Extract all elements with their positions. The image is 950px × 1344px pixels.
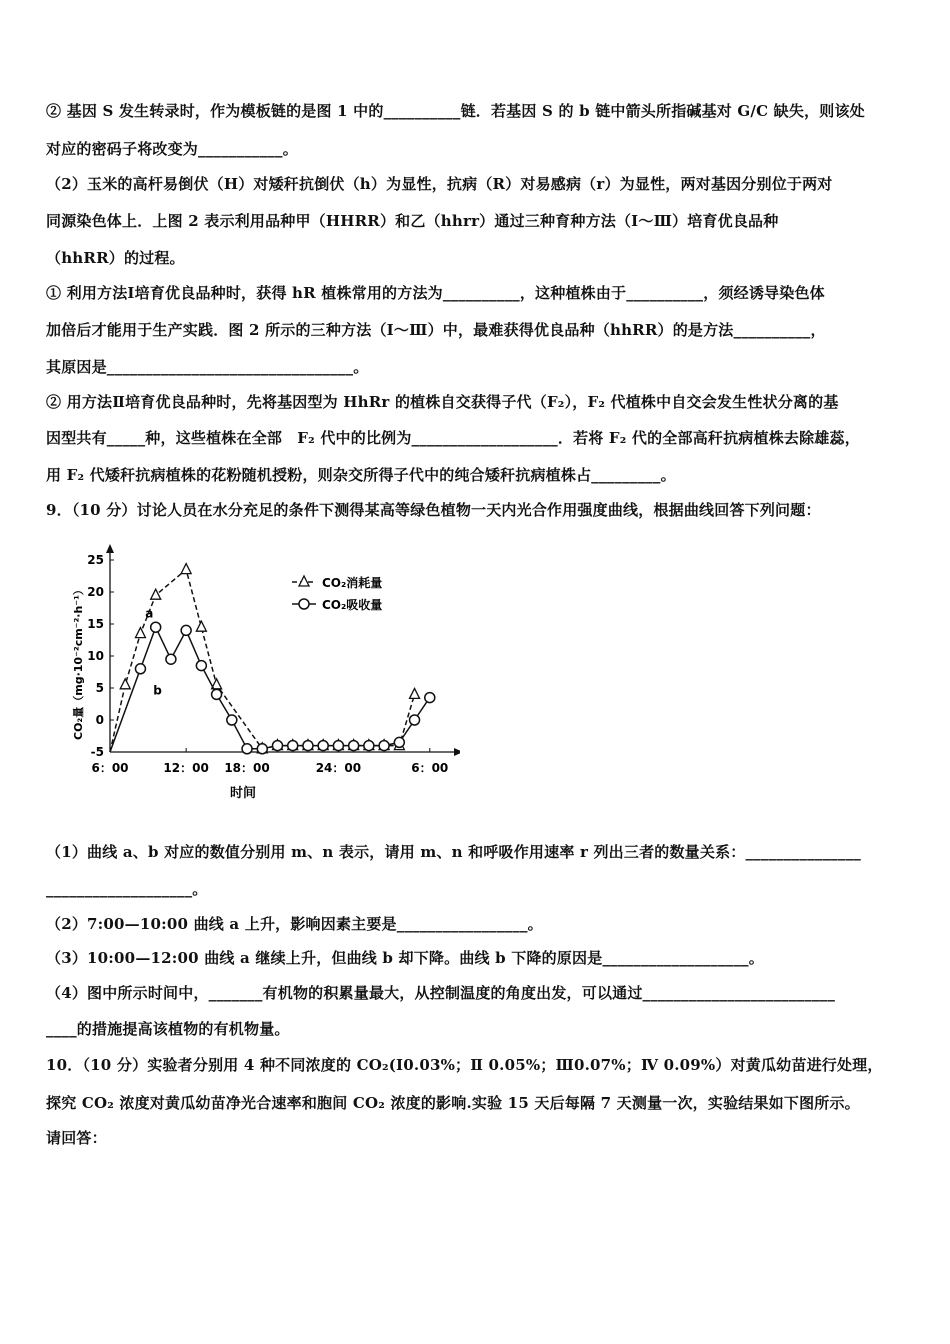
text-line: （3）10:00—12:00 曲线 a 继续上升，但曲线 b 却下降。曲线 b 下降的原因是___________________。 [46, 949, 764, 967]
x-tick-label: 12：00 [163, 761, 209, 775]
circle-marker [273, 741, 283, 751]
x-axis-label: 时间 [230, 786, 257, 801]
circle-marker [181, 625, 191, 635]
circle-marker [394, 737, 404, 747]
co2-chart [60, 540, 460, 810]
circle-marker [151, 622, 161, 632]
text-line: 其原因是________________________________。 [46, 358, 369, 376]
circle-marker [166, 654, 176, 664]
legend-label-b: CO₂吸收量 [322, 598, 383, 612]
triangle-marker [181, 564, 191, 574]
circle-marker [257, 744, 267, 754]
text-line: 用 F₂ 代矮秆抗病植株的花粉随机授粉，则杂交所得子代中的纯合矮秆抗病植株占_________。 [46, 466, 676, 484]
y-tick-label: -5 [90, 745, 104, 759]
question-9-stem: 9．（10 分）讨论人员在水分充足的条件下测得某高等绿色植物一天内光合作用强度曲线，根据曲线回答下列问题： [46, 501, 821, 519]
text-line: ② 用方法Ⅱ培育优良品种时，先将基因型为 HhRr 的植株自交获得子代（F₂），F₂ 代植株中自交会发生性状分离的基 [46, 393, 839, 411]
circle-marker [379, 741, 389, 751]
triangle-marker [196, 621, 206, 631]
y-axis-label: CO₂量（mg·10⁻²cm⁻²·h⁻¹） [72, 584, 85, 740]
curve-label-a: a [145, 606, 154, 621]
text-line: （4）图中所示时间中，_______有机物的积累量最大，从控制温度的角度出发，可以通过_________________________ [46, 984, 836, 1002]
text-line: （2）7:00—10:00 曲线 a 上升，影响因素主要是_________________。 [46, 915, 543, 933]
circle-marker [227, 715, 237, 725]
legend-circle-icon [299, 599, 309, 609]
triangle-marker [135, 628, 145, 638]
x-tick-label: 18：00 [224, 761, 270, 775]
text-line: 探究 CO₂ 浓度对黄瓜幼苗净光合速率和胞间 CO₂ 浓度的影响.实验 15 天后每隔 7 天测量一次，实验结果如下图所示。 [46, 1094, 860, 1112]
question-10-stem: 10．（10 分）实验者分别用 4 种不同浓度的 CO₂(Ⅰ0.03%；Ⅱ 0.05%；Ⅲ0.07%；Ⅳ 0.09%）对黄瓜幼苗进行处理， [46, 1056, 883, 1074]
triangle-marker [151, 589, 161, 599]
circle-marker [410, 715, 420, 725]
text-line: 因型共有_____种，这些植株在全部 F₂ 代中的比例为___________________．若将 F₂ 代的全部高秆抗病植株去除雄蕊， [46, 429, 860, 447]
circle-marker [333, 741, 343, 751]
y-axis-arrow [106, 544, 114, 553]
circle-marker [212, 689, 222, 699]
text-line: 对应的密码子将改变为___________。 [46, 140, 298, 158]
circle-marker [303, 741, 313, 751]
text-line: （hhRR）的过程。 [46, 249, 185, 267]
curve-label-b: b [153, 683, 162, 698]
chart-series [110, 564, 435, 754]
circle-marker [349, 741, 359, 751]
circle-marker [364, 741, 374, 751]
x-tick-label: 6：00 [411, 761, 449, 775]
x-tick-label: 24：00 [315, 761, 362, 775]
circle-marker [318, 741, 328, 751]
text-line: （2）玉米的高杆易倒伏（H）对矮秆抗倒伏（h）为显性，抗病（R）对易感病（r）为显性，两对基因分别位于两对 [46, 175, 833, 193]
triangle-marker [120, 679, 130, 689]
triangle-marker [410, 688, 420, 698]
circle-marker [135, 664, 145, 674]
y-tick-label: 5 [95, 681, 104, 695]
text-line: ____的措施提高该植物的有机物量。 [46, 1020, 290, 1038]
circle-marker [425, 693, 435, 703]
y-tick-label: 20 [87, 585, 104, 599]
chart-legend [292, 575, 382, 612]
chart-axes [106, 544, 460, 756]
circle-marker [196, 661, 206, 671]
text-line: （1）曲线 a、b 对应的数值分别用 m、n 表示，请用 m、n 和呼吸作用速率 r 列出三者的数量关系：_______________ [46, 843, 861, 861]
circle-marker [288, 741, 298, 751]
y-tick-label: 25 [87, 553, 104, 567]
circle-marker [242, 744, 252, 754]
y-tick-label: 15 [87, 617, 104, 631]
text-line: ① 利用方法Ⅰ培育优良品种时，获得 hR 植株常用的方法为__________，这种植株由于__________，须经诱导染色体 [46, 284, 825, 302]
legend-label-a: CO₂消耗量 [322, 576, 383, 590]
text-line: ___________________。 [46, 880, 208, 898]
y-tick-label: 0 [95, 713, 104, 727]
text-line: ② 基因 S 发生转录时，作为模板链的是图 1 中的__________链．若基因 S 的 b 链中箭头所指碱基对 G/C 缺失，则该处 [46, 102, 865, 120]
text-line: 同源染色体上．上图 2 表示利用品种甲（HHRR）和乙（hhrr）通过三种育种方法（Ⅰ～Ⅲ）培育优良品种 [46, 212, 779, 230]
legend-triangle-icon [299, 576, 309, 586]
x-axis-arrow [454, 748, 460, 756]
x-tick-label: 6：00 [91, 761, 129, 775]
text-line: 请回答： [46, 1129, 107, 1147]
text-line: 加倍后才能用于生产实践．图 2 所示的三种方法（Ⅰ～Ⅲ）中，最难获得优良品种（hhRR）的是方法__________， [46, 321, 826, 339]
y-tick-label: 10 [87, 649, 104, 663]
